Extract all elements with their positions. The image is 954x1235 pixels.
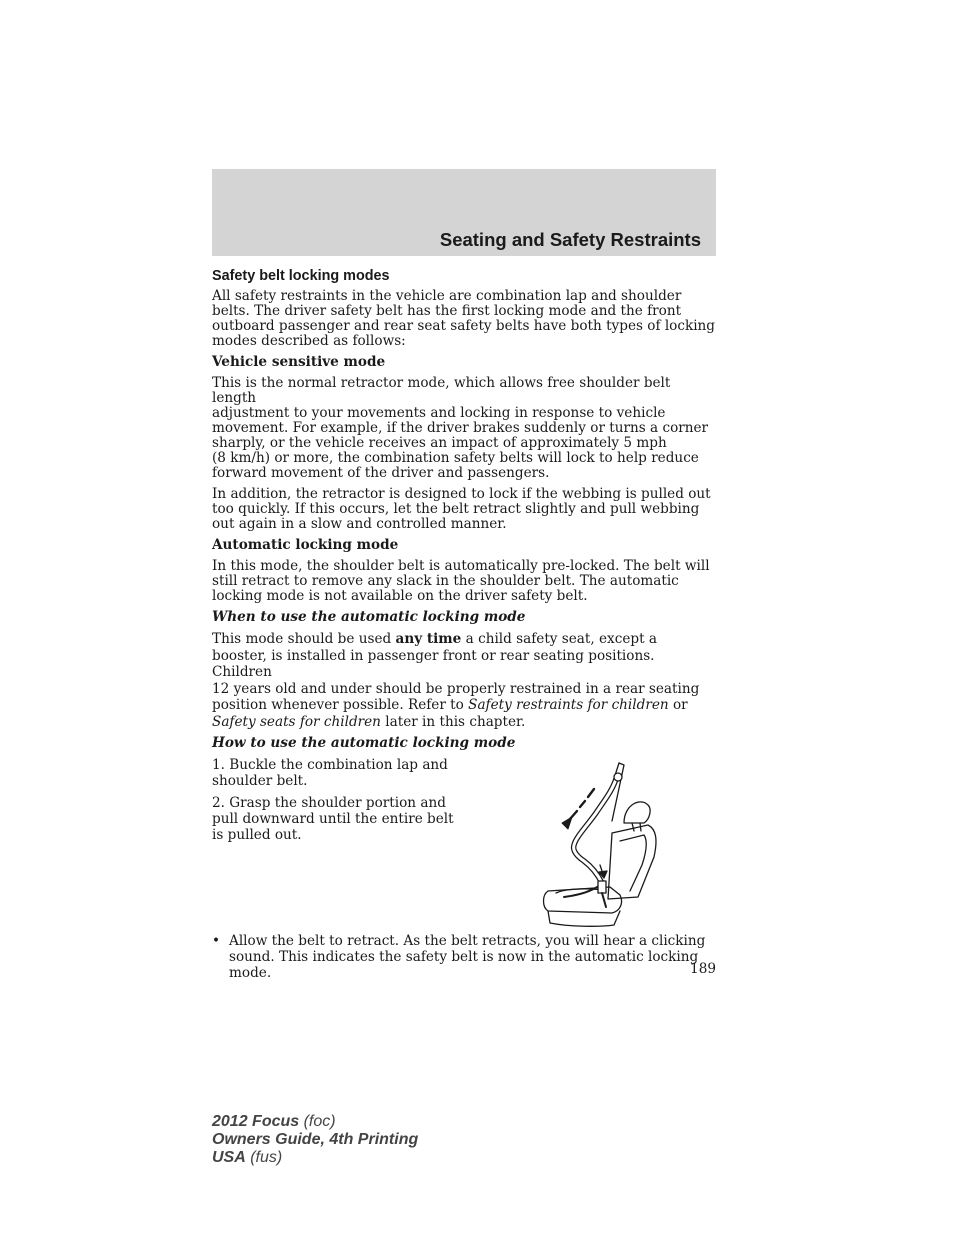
chapter-title: Seating and Safety Restraints — [439, 229, 701, 250]
chapter-header-band — [212, 169, 716, 256]
automatic-locking-heading: Automatic locking mode — [212, 537, 399, 553]
page-content — [212, 266, 716, 981]
bullet-marker: • — [212, 933, 221, 949]
when-to-use-paragraph: This mode should be used any time a child safety seat, except a booster, is installed in passenger front or rear seating positions. Children 12 years old and under should be properly restrained in a rear seating position whenever possible. Refer to Safety restraints for children or Safety seats for children later in this chapter. — [212, 631, 700, 730]
document-footer: 2012 Focus (foc) Owners Guide, 4th Printing USA (fus) — [212, 1113, 419, 1166]
steps-list — [212, 757, 457, 849]
vehicle-sensitive-heading: Vehicle sensitive mode — [212, 354, 386, 370]
step-1: 1. Buckle the combination lap and shoulder belt. — [212, 757, 448, 789]
steps-with-illustration — [212, 757, 716, 933]
vehicle-sensitive-paragraph-1: This is the normal retractor mode, which allows free shoulder belt length adjustment to your movements and locking in response to vehicle movement. For example, if the driver brakes suddenly or turns a corner sharply, or the vehicle receives an impact of approximately 5 mph (8 km/h) or more, the combination safety belts will lock to help reduce forward movement of the driver and passengers. — [212, 375, 709, 481]
section-heading: Safety belt locking modes — [212, 268, 390, 284]
bullet-item: • Allow the belt to retract. As the belt retracts, you will hear a clicking sound. This indicates the safety belt is now in the automatic locking mode. — [212, 933, 706, 981]
how-to-use-heading: How to use the automatic locking mode — [212, 735, 516, 751]
vehicle-sensitive-paragraph-2: In addition, the retractor is designed to lock if the webbing is pulled out too quickly. If this occurs, let the belt retract slightly and pull webbing out again in a slow and controlled manner. — [212, 486, 711, 532]
seat-belt-illustration — [540, 761, 664, 927]
intro-paragraph: All safety restraints in the vehicle are combination lap and shoulder belts. The driver safety belt has the first locking mode and the front outboard passenger and rear seat safety belts have both types of locking modes described as follows: — [212, 288, 716, 349]
page-number: 189 — [690, 961, 716, 977]
when-to-use-heading: When to use the automatic locking mode — [212, 609, 526, 625]
cross-reference: Safety seats for children — [212, 713, 381, 730]
cross-reference: Safety restraints for children — [468, 697, 669, 713]
step-2: 2. Grasp the shoulder portion and pull downward until the entire belt is pulled out. — [212, 795, 454, 843]
automatic-locking-paragraph: In this mode, the shoulder belt is automatically pre-locked. The belt will still retract to remove any slack in the shoulder belt. The automatic locking mode is not available on the driver safety belt. — [212, 558, 710, 604]
